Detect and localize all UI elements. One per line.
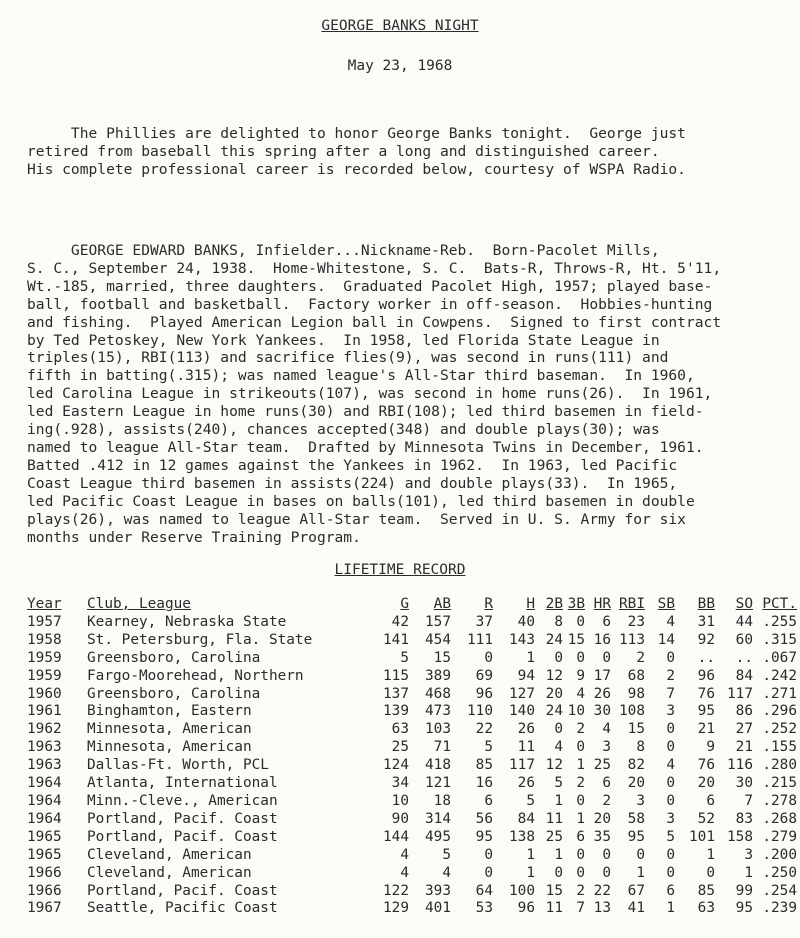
table-cell: .255 — [762, 613, 797, 630]
table-cell: 85 — [475, 757, 493, 774]
biography-paragraph: GEORGE EDWARD BANKS, Infielder...Nickname-Reb. Born-Pacolet Mills, S. C., September 24, 1938. Home-Whitestone, S. C. Bats-R, Throws-R, Ht. 5'11, Wt.-185, married, three daughters. Graduated Pacolet High, 1957; played base- ball, football and basketball. Factory worker in off-season. Hobbies-hunting and fishing. Played American Legion ball in Cowpens. Signed to first contract by Ted Petoskey, New York Yankees. In 1958, led Florida State League in triples(15), RBI(113) and sacrifice flies(9), was second in runs(111) and fifth in batting(.315); was named league's All-Star third baseman. In 1960, led Carolina League in strikeouts(107), was second in home runs(26). In 1961, led Eastern League in home runs(30) and RBI(108); led third basemen in field- ing(.928), assists(240), chances accepted(348) and double plays(30); was named to league All-Star team. Drafted by Minnesota Twins in December, 1961. Batted .412 in 12 games against the Yankees in 1962. In 1963, led Pacific Coast League third basemen in assists(224) and double plays(33). In 1965, led Pacific Coast League in bases on balls(101), led third basemen in double plays(26), was named to league All-Star team. Served in U. S. Army for six months under Reserve Training Program. — [27, 242, 722, 546]
table-row — [27, 775, 797, 793]
table-cell: 9 — [576, 667, 585, 684]
table-cell: 2 — [576, 775, 585, 792]
table-cell: 0 — [602, 649, 611, 666]
table-cell: 1 — [554, 846, 563, 863]
table-cell: 1966 — [27, 882, 62, 899]
table-cell: 25 — [391, 739, 409, 756]
table-cell: 389 — [425, 667, 451, 684]
table-cell: 12 — [545, 757, 563, 774]
table-cell: 0 — [666, 649, 675, 666]
table-cell: 0 — [636, 846, 645, 863]
header-so: SO — [735, 596, 753, 612]
table-cell: 103 — [425, 721, 451, 738]
table-cell: 56 — [475, 810, 493, 827]
table-row — [27, 668, 797, 686]
table-cell: 20 — [697, 775, 715, 792]
table-cell: 1965 — [27, 846, 62, 863]
table-cell: .. — [697, 649, 715, 666]
table-cell: 1963 — [27, 739, 62, 756]
table-cell: 124 — [383, 757, 409, 774]
table-cell: 15 — [545, 882, 563, 899]
table-row — [27, 793, 797, 811]
table-cell: 5 — [554, 775, 563, 792]
table-cell: 122 — [383, 882, 409, 899]
table-cell: 1 — [526, 864, 535, 881]
table-cell: 6 — [666, 882, 675, 899]
table-cell: 111 — [467, 631, 493, 648]
table-cell: 99 — [735, 882, 753, 899]
table-cell: 18 — [433, 792, 451, 809]
table-cell: 1964 — [27, 792, 62, 809]
table-cell: 5 — [526, 792, 535, 809]
table-row — [27, 829, 797, 847]
table-cell: 1967 — [27, 900, 62, 917]
table-cell: 5 — [484, 739, 493, 756]
table-cell: .215 — [762, 775, 797, 792]
table-cell: 6 — [602, 775, 611, 792]
table-cell: 94 — [517, 667, 535, 684]
table-cell: 1959 — [27, 649, 62, 666]
table-cell: 76 — [697, 685, 715, 702]
header-g: G — [400, 596, 409, 612]
table-cell: 13 — [593, 900, 611, 917]
table-cell: 2 — [602, 792, 611, 809]
table-cell: 85 — [697, 882, 715, 899]
table-cell: 20 — [545, 685, 563, 702]
table-cell: 1 — [576, 810, 585, 827]
header-h: H — [526, 596, 535, 612]
table-cell: 393 — [425, 882, 451, 899]
table-cell: 139 — [383, 703, 409, 720]
table-cell: 0 — [576, 846, 585, 863]
table-cell: 101 — [689, 828, 715, 845]
table-cell: 4 — [442, 864, 451, 881]
table-cell: 140 — [509, 703, 535, 720]
table-cell: 1 — [636, 864, 645, 881]
event-date: May 23, 1968 — [347, 58, 453, 74]
table-cell: 3 — [666, 810, 675, 827]
table-cell: 0 — [554, 864, 563, 881]
table-cell: 1962 — [27, 721, 62, 738]
table-row — [27, 811, 797, 829]
table-cell: 9 — [706, 739, 715, 756]
table-cell: 26 — [517, 775, 535, 792]
table-cell: 1960 — [27, 685, 62, 702]
table-cell: 1 — [526, 846, 535, 863]
table-cell: 4 — [666, 757, 675, 774]
table-cell: 0 — [484, 649, 493, 666]
table-cell: 0 — [576, 739, 585, 756]
table-cell: 17 — [593, 667, 611, 684]
header-2b: 2B — [545, 596, 563, 612]
table-cell: 6 — [576, 828, 585, 845]
table-cell: 11 — [545, 810, 563, 827]
table-cell: .242 — [762, 667, 797, 684]
table-cell: 0 — [554, 721, 563, 738]
table-cell: 30 — [593, 703, 611, 720]
table-cell: 21 — [697, 721, 715, 738]
table-cell: 24 — [545, 631, 563, 648]
table-cell: 82 — [627, 757, 645, 774]
table-cell: 0 — [484, 864, 493, 881]
table-cell: 44 — [735, 613, 753, 630]
table-cell: .315 — [762, 631, 797, 648]
table-cell: 83 — [735, 810, 753, 827]
table-cell: .296 — [762, 703, 797, 720]
table-cell: 15 — [433, 649, 451, 666]
table-cell: 58 — [627, 810, 645, 827]
header-rbi: RBI — [619, 596, 645, 612]
table-cell: Minnesota, American — [87, 739, 252, 756]
table-cell: St. Petersburg, Fla. State — [87, 631, 313, 648]
table-cell: 7 — [744, 792, 753, 809]
table-row — [27, 703, 797, 721]
table-cell: 3 — [744, 846, 753, 863]
table-row — [27, 900, 797, 918]
table-cell: 418 — [425, 757, 451, 774]
table-row — [27, 883, 797, 901]
table-cell: 0 — [706, 864, 715, 881]
header-3b: 3B — [567, 596, 585, 612]
table-cell: 0 — [554, 649, 563, 666]
table-cell: Cleveland, American — [87, 846, 252, 863]
table-row — [27, 686, 797, 704]
table-cell: 92 — [697, 631, 715, 648]
table-cell: 1 — [554, 792, 563, 809]
table-cell: 157 — [425, 613, 451, 630]
table-cell: 15 — [567, 631, 585, 648]
intro-paragraph: The Phillies are delighted to honor George Banks tonight. George just retired from baseball this spring after a long and distinguished career. His complete professional career is recorded below, courtesy of WSPA Radio. — [27, 125, 686, 178]
table-cell: 1963 — [27, 757, 62, 774]
table-row — [27, 614, 797, 632]
table-cell: 7 — [666, 685, 675, 702]
table-cell: 20 — [627, 775, 645, 792]
table-cell: 5 — [442, 846, 451, 863]
table-cell: 25 — [593, 757, 611, 774]
table-cell: 0 — [602, 846, 611, 863]
table-cell: 401 — [425, 900, 451, 917]
table-cell: 3 — [666, 703, 675, 720]
lifetime-record-table — [27, 596, 797, 918]
table-cell: 11 — [517, 739, 535, 756]
table-cell: 138 — [509, 828, 535, 845]
table-cell: 8 — [636, 739, 645, 756]
table-cell: 129 — [383, 900, 409, 917]
header-bb: BB — [697, 596, 715, 612]
table-cell: 8 — [554, 613, 563, 630]
table-cell: 0 — [602, 864, 611, 881]
table-cell: 96 — [517, 900, 535, 917]
table-cell: 64 — [475, 882, 493, 899]
table-cell: 22 — [475, 721, 493, 738]
table-cell: 22 — [593, 882, 611, 899]
table-cell: 26 — [593, 685, 611, 702]
table-cell: 1958 — [27, 631, 62, 648]
table-cell: 144 — [383, 828, 409, 845]
table-cell: 3 — [602, 739, 611, 756]
table-cell: .239 — [762, 900, 797, 917]
table-cell: 0 — [576, 613, 585, 630]
table-cell: .067 — [762, 649, 797, 666]
table-body — [27, 614, 797, 918]
table-cell: .250 — [762, 864, 797, 881]
table-cell: 2 — [576, 721, 585, 738]
table-cell: 16 — [475, 775, 493, 792]
table-cell: 63 — [697, 900, 715, 917]
table-cell: 0 — [666, 846, 675, 863]
table-cell: 20 — [593, 810, 611, 827]
table-cell: .200 — [762, 846, 797, 863]
table-cell: 25 — [545, 828, 563, 845]
table-row — [27, 632, 797, 650]
table-cell: 4 — [554, 739, 563, 756]
table-cell: 113 — [619, 631, 645, 648]
table-cell: 314 — [425, 810, 451, 827]
table-cell: 108 — [619, 703, 645, 720]
table-cell: 11 — [545, 900, 563, 917]
table-cell: 4 — [400, 846, 409, 863]
table-cell: 16 — [593, 631, 611, 648]
table-cell: 2 — [666, 667, 675, 684]
table-cell: 84 — [735, 667, 753, 684]
table-cell: Atlanta, International — [87, 775, 278, 792]
table-cell: .. — [735, 649, 753, 666]
table-cell: 117 — [509, 757, 535, 774]
table-cell: 76 — [697, 757, 715, 774]
header-ab: AB — [433, 596, 451, 612]
table-cell: .271 — [762, 685, 797, 702]
table-cell: 117 — [727, 685, 753, 702]
header-r: R — [484, 596, 493, 612]
table-cell: Cleveland, American — [87, 864, 252, 881]
table-cell: 5 — [400, 649, 409, 666]
table-cell: 100 — [509, 882, 535, 899]
table-cell: 143 — [509, 631, 535, 648]
table-cell: .279 — [762, 828, 797, 845]
table-cell: 1964 — [27, 810, 62, 827]
table-cell: .155 — [762, 739, 797, 756]
table-cell: 95 — [475, 828, 493, 845]
table-cell: Greensboro, Carolina — [87, 685, 261, 702]
table-cell: 5 — [666, 828, 675, 845]
table-cell: 0 — [666, 721, 675, 738]
table-row — [27, 757, 797, 775]
table-cell: 2 — [576, 882, 585, 899]
table-cell: 53 — [475, 900, 493, 917]
table-cell: 42 — [391, 613, 409, 630]
table-cell: Kearney, Nebraska State — [87, 613, 287, 630]
table-cell: 90 — [391, 810, 409, 827]
table-cell: 84 — [517, 810, 535, 827]
header-year: Year — [27, 596, 62, 612]
table-cell: 121 — [425, 775, 451, 792]
header-sb: SB — [657, 596, 675, 612]
table-cell: 0 — [666, 739, 675, 756]
table-cell: 15 — [627, 721, 645, 738]
table-cell: 12 — [545, 667, 563, 684]
table-cell: Greensboro, Carolina — [87, 649, 261, 666]
table-cell: 1 — [576, 757, 585, 774]
table-cell: 1966 — [27, 864, 62, 881]
table-cell: 468 — [425, 685, 451, 702]
table-cell: 4 — [576, 685, 585, 702]
table-cell: 27 — [735, 721, 753, 738]
table-cell: 1 — [526, 649, 535, 666]
table-row — [27, 739, 797, 757]
lifetime-record-title: LIFETIME RECORD — [334, 562, 466, 578]
table-cell: 26 — [517, 721, 535, 738]
table-cell: 7 — [576, 900, 585, 917]
table-cell: 0 — [576, 864, 585, 881]
header-hr: HR — [593, 596, 611, 612]
table-cell: 1965 — [27, 828, 62, 845]
table-cell: 96 — [697, 667, 715, 684]
table-cell: 1 — [666, 900, 675, 917]
table-cell: 0 — [576, 649, 585, 666]
table-cell: .278 — [762, 792, 797, 809]
table-cell: .268 — [762, 810, 797, 827]
table-cell: 31 — [697, 613, 715, 630]
table-cell: 116 — [727, 757, 753, 774]
table-cell: 141 — [383, 631, 409, 648]
table-cell: 158 — [727, 828, 753, 845]
page-title: GEORGE BANKS NIGHT — [321, 18, 479, 34]
table-cell: 495 — [425, 828, 451, 845]
table-cell: 1961 — [27, 703, 62, 720]
table-cell: 69 — [475, 667, 493, 684]
table-cell: 60 — [735, 631, 753, 648]
table-cell: .252 — [762, 721, 797, 738]
table-cell: 63 — [391, 721, 409, 738]
header-club: Club, League — [87, 596, 191, 612]
table-cell: 0 — [576, 792, 585, 809]
table-row — [27, 650, 797, 668]
table-cell: 95 — [697, 703, 715, 720]
table-cell: 23 — [627, 613, 645, 630]
table-cell: 1 — [744, 864, 753, 881]
table-cell: 10 — [391, 792, 409, 809]
table-cell: 24 — [545, 703, 563, 720]
table-cell: 1964 — [27, 775, 62, 792]
table-cell: 10 — [567, 703, 585, 720]
table-cell: Portland, Pacif. Coast — [87, 828, 278, 845]
table-row — [27, 721, 797, 739]
table-cell: Portland, Pacif. Coast — [87, 810, 278, 827]
table-cell: .280 — [762, 757, 797, 774]
table-cell: Minn.-Cleve., American — [87, 792, 278, 809]
table-cell: 137 — [383, 685, 409, 702]
table-cell: 6 — [484, 792, 493, 809]
table-cell: 6 — [602, 613, 611, 630]
table-header-row — [27, 596, 797, 614]
table-cell: 115 — [383, 667, 409, 684]
table-cell: 127 — [509, 685, 535, 702]
table-cell: Minnesota, American — [87, 721, 252, 738]
table-cell: 34 — [391, 775, 409, 792]
table-cell: 40 — [517, 613, 535, 630]
table-cell: 52 — [697, 810, 715, 827]
table-cell: Dallas-Ft. Worth, PCL — [87, 757, 269, 774]
table-cell: 68 — [627, 667, 645, 684]
table-cell: 37 — [475, 613, 493, 630]
table-row — [27, 847, 797, 865]
table-cell: Seattle, Pacific Coast — [87, 900, 278, 917]
table-cell: 67 — [627, 882, 645, 899]
table-cell: 0 — [666, 792, 675, 809]
table-row — [27, 865, 797, 883]
table-cell: Portland, Pacif. Coast — [87, 882, 278, 899]
table-cell: 14 — [657, 631, 675, 648]
table-cell: 0 — [666, 775, 675, 792]
table-cell: 0 — [666, 864, 675, 881]
table-cell: 6 — [706, 792, 715, 809]
table-cell: 21 — [735, 739, 753, 756]
table-cell: 95 — [735, 900, 753, 917]
table-cell: 30 — [735, 775, 753, 792]
table-cell: 2 — [636, 649, 645, 666]
table-cell: 4 — [400, 864, 409, 881]
table-cell: 3 — [636, 792, 645, 809]
table-cell: Binghamton, Eastern — [87, 703, 252, 720]
table-cell: 1957 — [27, 613, 62, 630]
table-cell: 1959 — [27, 667, 62, 684]
table-cell: 4 — [666, 613, 675, 630]
table-cell: 1 — [706, 846, 715, 863]
header-pct: PCT. — [762, 596, 797, 612]
table-cell: .254 — [762, 882, 797, 899]
table-cell: 4 — [602, 721, 611, 738]
table-cell: 95 — [627, 828, 645, 845]
table-cell: 454 — [425, 631, 451, 648]
table-cell: 98 — [627, 685, 645, 702]
table-cell: 71 — [433, 739, 451, 756]
table-cell: 86 — [735, 703, 753, 720]
table-cell: 35 — [593, 828, 611, 845]
table-cell: 0 — [484, 846, 493, 863]
table-cell: 41 — [627, 900, 645, 917]
table-cell: 96 — [475, 685, 493, 702]
table-cell: 473 — [425, 703, 451, 720]
table-cell: 110 — [467, 703, 493, 720]
table-cell: Fargo-Moorehead, Northern — [87, 667, 304, 684]
